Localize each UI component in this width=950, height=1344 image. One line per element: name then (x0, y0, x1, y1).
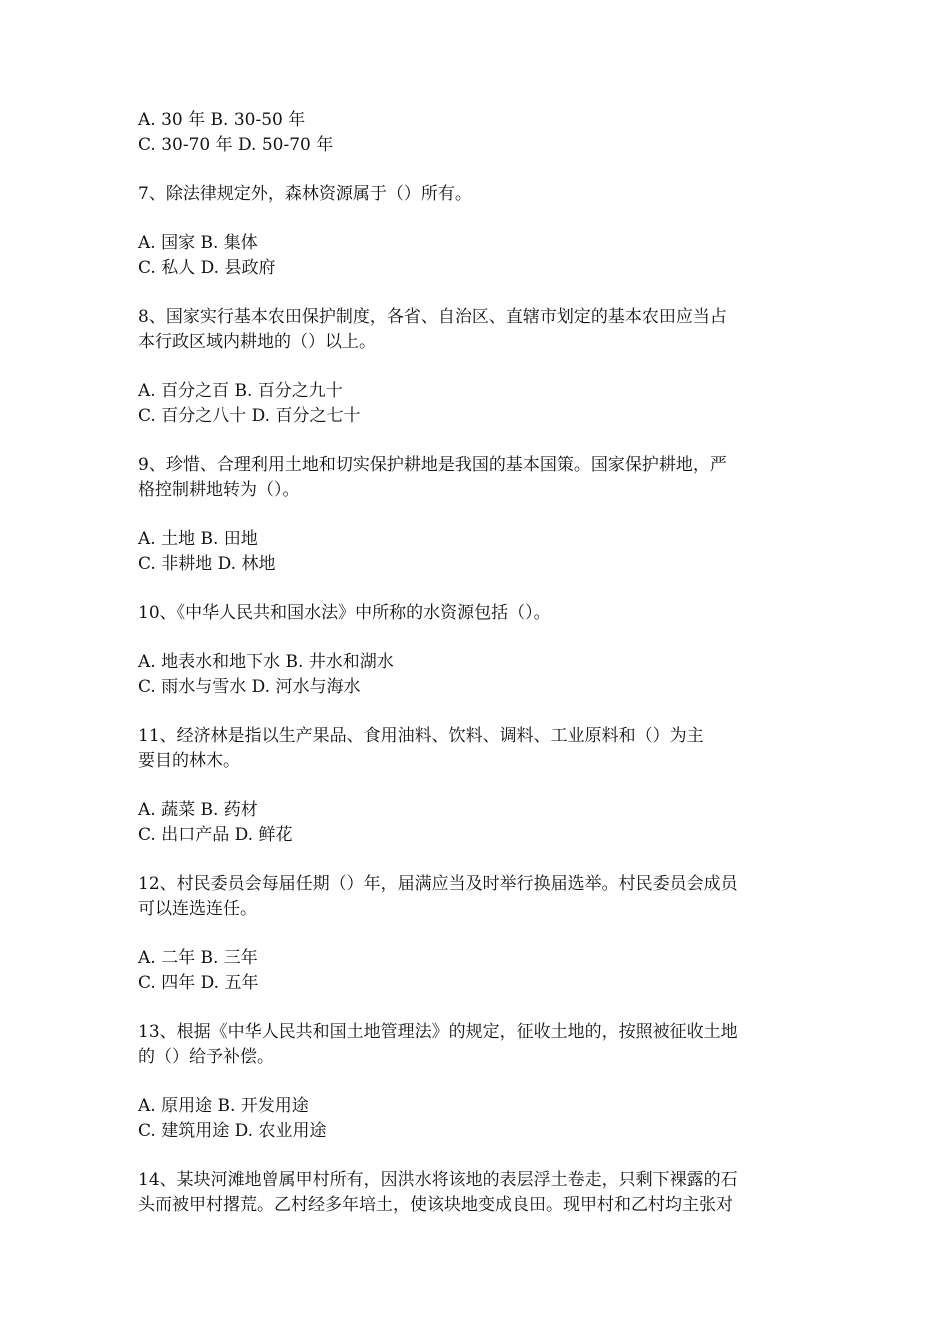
question-line: 头而被甲村撂荒。乙村经多年培土，使该块地变成良田。现甲村和乙村均主张对 (138, 1195, 733, 1215)
option-line: C. 非耕地 D. 林地 (138, 554, 276, 574)
question-block (138, 872, 818, 922)
option-line: A. 二年 B. 三年 (138, 948, 258, 968)
options-block (138, 108, 818, 158)
option-line: A. 土地 B. 田地 (138, 529, 258, 549)
question-line: 11、经济林是指以生产果品、食用油料、饮料、调料、工业原料和（）为主 (138, 726, 704, 746)
options-block (138, 946, 818, 996)
options-block (138, 1094, 818, 1144)
option-line: C. 百分之八十 D. 百分之七十 (138, 406, 361, 426)
option-line: C. 四年 D. 五年 (138, 973, 259, 993)
option-line: C. 出口产品 D. 鲜花 (138, 825, 293, 845)
question-line: 9、珍惜、合理利用土地和切实保护耕地是我国的基本国策。国家保护耕地，严 (138, 455, 727, 475)
question-block (138, 453, 818, 503)
question-line: 14、某块河滩地曾属甲村所有，因洪水将该地的表层浮土卷走，只剩下裸露的石 (138, 1170, 738, 1190)
option-line: A. 百分之百 B. 百分之九十 (138, 381, 343, 401)
options-block (138, 231, 818, 281)
option-line: A. 蔬菜 B. 药材 (138, 800, 258, 820)
question-block (138, 182, 818, 207)
option-line: C. 私人 D. 县政府 (138, 258, 276, 278)
question-block (138, 601, 818, 626)
options-block (138, 379, 818, 429)
document-page (138, 108, 818, 1218)
options-block (138, 798, 818, 848)
option-line: A. 国家 B. 集体 (138, 233, 258, 253)
option-line: C. 雨水与雪水 D. 河水与海水 (138, 677, 361, 697)
options-block (138, 650, 818, 700)
question-block (138, 305, 818, 355)
option-line: A. 原用途 B. 开发用途 (138, 1096, 309, 1116)
question-line: 8、国家实行基本农田保护制度，各省、自治区、直辖市划定的基本农田应当占 (138, 307, 727, 327)
question-block (138, 724, 818, 774)
question-line: 要目的林木。 (138, 751, 240, 771)
question-line: 的（）给予补偿。 (138, 1047, 274, 1067)
question-line: 本行政区域内耕地的（）以上。 (138, 332, 376, 352)
question-line: 格控制耕地转为（）。 (138, 480, 300, 500)
option-line: C. 30-70 年 D. 50-70 年 (138, 135, 334, 155)
option-line: C. 建筑用途 D. 农业用途 (138, 1121, 327, 1141)
options-block (138, 527, 818, 577)
question-line: 13、根据《中华人民共和国土地管理法》的规定，征收土地的，按照被征收土地 (138, 1022, 738, 1042)
question-line: 可以连选连任。 (138, 899, 257, 919)
question-line: 10、《中华人民共和国水法》中所称的水资源包括（）。 (138, 603, 551, 623)
option-line: A. 30 年 B. 30-50 年 (138, 110, 306, 130)
question-line: 7、除法律规定外，森林资源属于（）所有。 (138, 184, 472, 204)
question-line: 12、村民委员会每届任期（）年，届满应当及时举行换届选举。村民委员会成员 (138, 874, 738, 894)
option-line: A. 地表水和地下水 B. 井水和湖水 (138, 652, 394, 672)
question-block (138, 1168, 818, 1218)
question-block (138, 1020, 818, 1070)
